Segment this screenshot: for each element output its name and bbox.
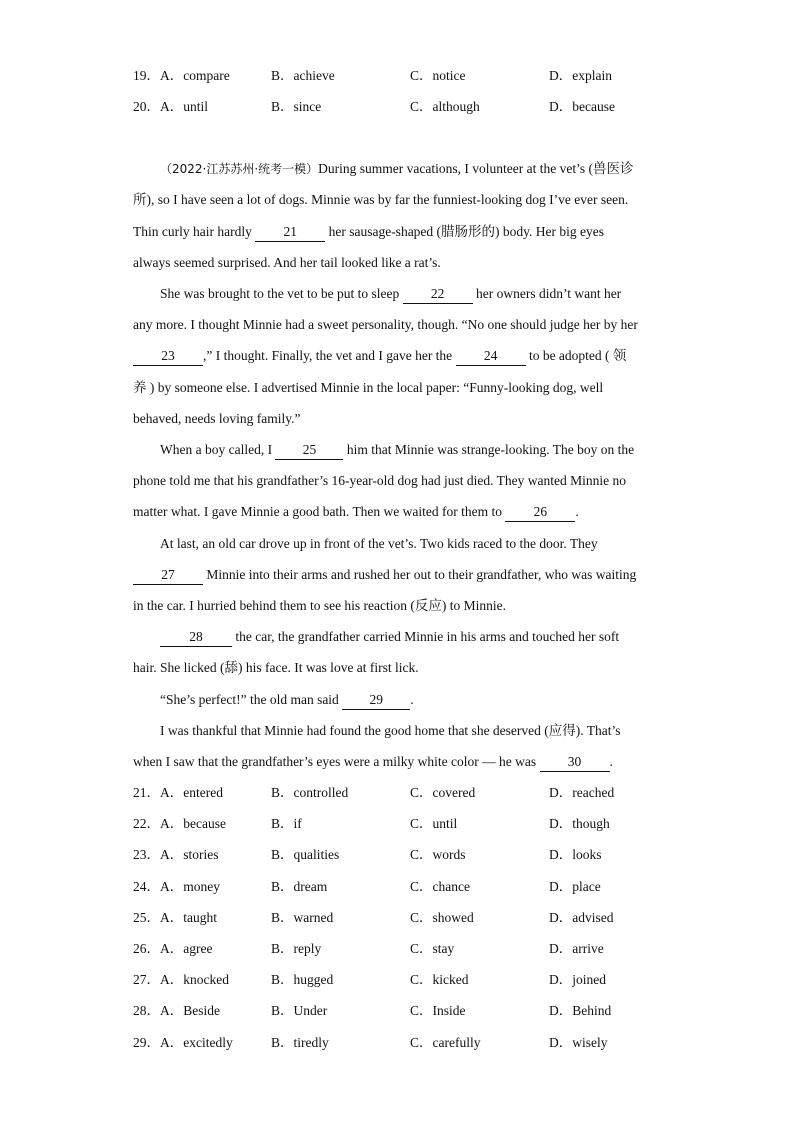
option-d: D．place [549, 879, 601, 894]
passage-line: any more. I thought Minnie had a sweet personality, though. “No one should judge her by her [133, 317, 638, 332]
blank-27: 27 [133, 566, 203, 585]
option-a: A．excitedly [160, 1035, 233, 1050]
option-a: A．compare [160, 68, 230, 83]
question-number: 21． [133, 785, 160, 800]
option-a: A．Beside [160, 1003, 220, 1018]
option-d: D．looks [549, 847, 602, 862]
passage-line: when I saw that the grandfather’s eyes were a milky white color — he was 30 . [133, 751, 663, 773]
passage-line: matter what. I gave Minnie a good bath. Then we waited for them to 26 . [133, 501, 663, 523]
option-a: A．entered [160, 785, 223, 800]
blank-26: 26 [505, 503, 575, 522]
question-number: 29． [133, 1035, 160, 1050]
question-number: 27． [133, 972, 160, 987]
option-d: D．explain [549, 68, 612, 83]
option-c: C．kicked [410, 972, 469, 987]
blank-29: 29 [342, 691, 410, 710]
option-a: A．until [160, 99, 209, 114]
option-b: B．warned [271, 910, 334, 925]
passage-line: 28 the car, the grandfather carried Minnie in his arms and touched her soft [160, 626, 663, 648]
question-number: 24． [133, 879, 160, 894]
option-b: B．since [271, 99, 322, 114]
passage-line: hair. She licked (舔) his face. It was love at first lick. [133, 660, 419, 675]
option-c: C．chance [410, 879, 470, 894]
option-d: D．because [549, 99, 615, 114]
blank-25: 25 [275, 441, 343, 460]
blank-21: 21 [255, 223, 325, 242]
option-b: B．qualities [271, 847, 340, 862]
option-d: D．advised [549, 910, 614, 925]
option-a: A．money [160, 879, 220, 894]
passage-line: 27 Minnie into their arms and rushed her out to their grandfather, who was waiting [133, 564, 663, 586]
passage-line: 养 ) by someone else. I advertised Minnie in the local paper: “Funny-looking dog, well [133, 380, 604, 395]
question-number: 20． [133, 99, 160, 114]
option-b: B．Under [271, 1003, 328, 1018]
option-c: C．notice [410, 68, 466, 83]
option-b: B．controlled [271, 785, 349, 800]
option-b: B．reply [271, 941, 322, 956]
passage-line: When a boy called, I 25 him that Minnie was strange-looking. The boy on the [160, 439, 663, 461]
option-b: B．tiredly [271, 1035, 329, 1050]
blank-30: 30 [540, 753, 610, 772]
option-d: D．wisely [549, 1035, 608, 1050]
blank-24: 24 [456, 347, 526, 366]
option-c: C．showed [410, 910, 474, 925]
passage-line: in the car. I hurried behind them to see his reaction (反应) to Minnie. [133, 598, 507, 613]
question-number: 26． [133, 941, 160, 956]
question-number: 22． [133, 816, 160, 831]
passage-line: behaved, needs loving family.” [133, 411, 301, 426]
passage-line: phone told me that his grandfather’s 16-year-old dog had just died. They wanted Minnie no [133, 473, 626, 488]
option-d: D．joined [549, 972, 606, 987]
blank-22: 22 [403, 285, 473, 304]
question-number: 25． [133, 910, 160, 925]
option-c: C．stay [410, 941, 455, 956]
question-number: 19． [133, 68, 160, 83]
source-tag: （2022·江苏苏州·统考一模） [160, 162, 319, 176]
option-b: B．achieve [271, 68, 335, 83]
option-c: C．Inside [410, 1003, 466, 1018]
passage-line: Thin curly hair hardly 21 her sausage-shaped (腊肠形的) body. Her big eyes [133, 221, 663, 243]
option-d: D．though [549, 816, 610, 831]
option-c: C．until [410, 816, 458, 831]
option-a: A．because [160, 816, 226, 831]
option-b: B．if [271, 816, 302, 831]
passage-line: “She’s perfect!” the old man said 29 . [160, 689, 663, 711]
option-c: C．carefully [410, 1035, 481, 1050]
option-c: C．covered [410, 785, 476, 800]
question-number: 28． [133, 1003, 160, 1018]
option-a: A．taught [160, 910, 217, 925]
blank-23: 23 [133, 347, 203, 366]
option-a: A．agree [160, 941, 213, 956]
question-number: 23． [133, 847, 160, 862]
passage-line: 所), so I have seen a lot of dogs. Minnie was by far the funniest-looking dog I’ve ever seen. [133, 192, 629, 207]
option-c: C．words [410, 847, 466, 862]
option-b: B．dream [271, 879, 328, 894]
option-a: A．stories [160, 847, 219, 862]
option-d: D．Behind [549, 1003, 612, 1018]
option-d: D．reached [549, 785, 615, 800]
passage-line: At last, an old car drove up in front of the vet’s. Two kids raced to the door. They [160, 536, 598, 551]
option-c: C．although [410, 99, 480, 114]
passage-line: 23 ,” I thought. Finally, the vet and I gave her the 24 to be adopted ( 领 [133, 345, 663, 367]
passage-line: （2022·江苏苏州·统考一模）During summer vacations, I volunteer at the vet’s (兽医诊 [160, 161, 634, 176]
passage-line: I was thankful that Minnie had found the good home that she deserved (应得). That’s [160, 723, 621, 738]
passage-line: always seemed surprised. And her tail looked like a rat’s. [133, 255, 441, 270]
option-b: B．hugged [271, 972, 334, 987]
blank-28: 28 [160, 628, 232, 647]
option-a: A．knocked [160, 972, 229, 987]
option-d: D．arrive [549, 941, 604, 956]
passage-line: She was brought to the vet to be put to sleep 22 her owners didn’t want her [160, 283, 663, 305]
